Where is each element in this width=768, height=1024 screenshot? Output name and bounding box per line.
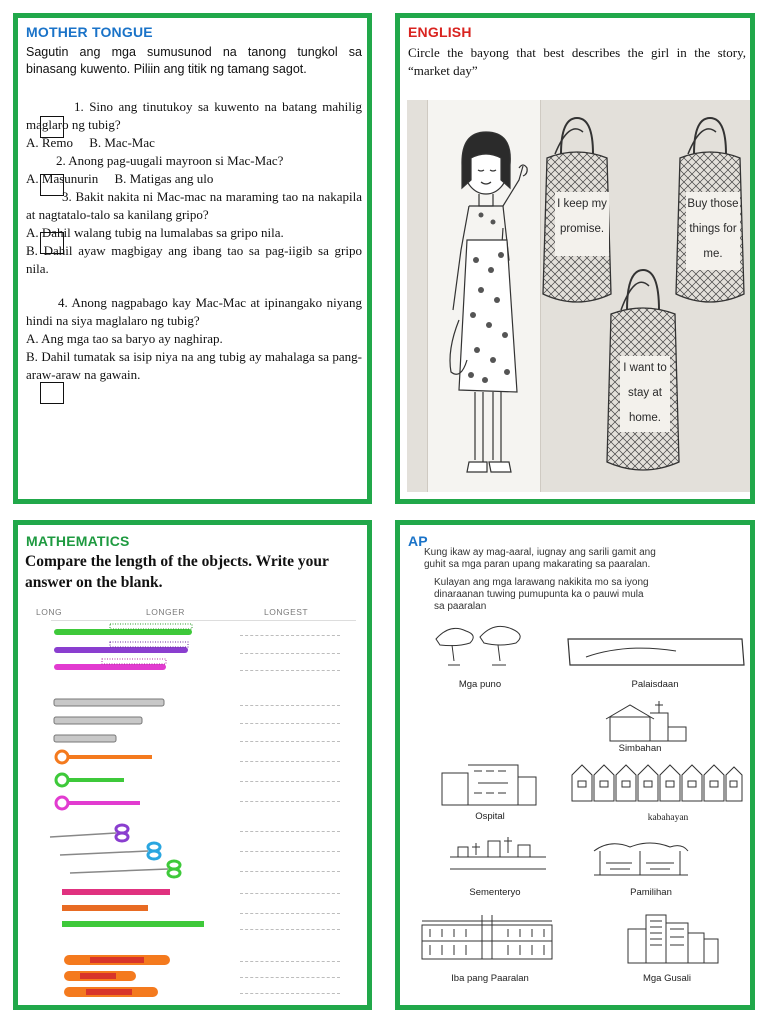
church-picture[interactable] bbox=[600, 697, 690, 743]
ap-item-8: Iba pang Paaralan bbox=[451, 973, 529, 984]
keys bbox=[56, 751, 152, 809]
ap-line-5: sa paaralan bbox=[434, 601, 487, 612]
ap-item-5: kabahayan bbox=[647, 813, 689, 823]
question-3-option-b: B. Dahil ayaw magbigay ang ibang tao sa pag-iigib sa gripo nila. bbox=[26, 243, 362, 276]
answer-blank[interactable] bbox=[240, 961, 340, 962]
ap-item-1: Mga puno bbox=[458, 679, 502, 690]
ap-line-3: Kulayan ang mga larawang nakikita mo sa iyong bbox=[434, 577, 649, 588]
answer-blank[interactable] bbox=[240, 851, 340, 852]
girl-illustration bbox=[431, 110, 541, 490]
bayong-2-label: Buy those things for me. bbox=[686, 192, 740, 270]
mother-tongue-intro: Sagutin ang mga sumusunod na tanong tungkol sa binasang kuwento. Piliin ang titik ng tamang sagot. bbox=[26, 45, 362, 76]
answer-blank[interactable] bbox=[240, 741, 340, 742]
ap-line-2: guhit sa mga paran upang makarating sa paaralan. bbox=[424, 559, 651, 570]
ap-item-7: Pamilihan bbox=[630, 887, 672, 898]
answer-blank[interactable] bbox=[240, 635, 340, 636]
answer-blank[interactable] bbox=[240, 993, 340, 994]
question-2-options: A. Masunurin B. Matigas ang ulo bbox=[26, 171, 214, 186]
question-4: 4. Anong nagpabago kay Mac-Mac at ipinangako niyang hindi na siya maglalaro ng tubig? bbox=[26, 295, 362, 328]
ap-heading: AP bbox=[408, 533, 428, 549]
question-4-option-a: A. Ang mga tao sa baryo ay naghirap. bbox=[26, 331, 223, 346]
scissors bbox=[50, 825, 180, 877]
answer-blank[interactable] bbox=[240, 653, 340, 654]
answer-blank[interactable] bbox=[240, 723, 340, 724]
fishpond-picture[interactable] bbox=[566, 631, 746, 671]
question-3: 3. Bakit nakita ni Mac-mac na maraming tao na nakapila at nagtatalo-talo sa kanilang gripo? bbox=[26, 189, 362, 222]
ap-item-6: Sementeryo bbox=[469, 887, 521, 898]
bayong-3-label: I want to stay at home. bbox=[620, 356, 670, 432]
erasers bbox=[64, 955, 170, 997]
answer-blank[interactable] bbox=[240, 801, 340, 802]
hospital-picture[interactable] bbox=[438, 759, 538, 809]
mother-tongue-heading: MOTHER TONGUE bbox=[26, 24, 153, 40]
ap-line-4: dinaraanan tuwing pumupunta ka o pauwi mula bbox=[434, 589, 644, 600]
mathematics-panel bbox=[13, 520, 372, 1010]
col-long: LONG bbox=[36, 607, 63, 617]
answer-blank[interactable] bbox=[240, 871, 340, 872]
answer-box-4[interactable] bbox=[40, 382, 64, 404]
ap-item-9: Mga Gusali bbox=[642, 973, 692, 984]
answer-blank[interactable] bbox=[240, 913, 340, 914]
houses-picture[interactable] bbox=[570, 761, 746, 805]
math-objects bbox=[40, 621, 240, 1001]
bayong-1-label: I keep my promise. bbox=[555, 192, 609, 256]
question-1: 1. Sino ang tinutukoy sa kuwento na batang mahilig maglaro ng tubig? bbox=[26, 99, 362, 132]
answer-blank[interactable] bbox=[240, 929, 340, 930]
school-picture[interactable] bbox=[420, 915, 554, 965]
ap-item-3: Simbahan bbox=[618, 743, 662, 754]
answer-blank[interactable] bbox=[240, 781, 340, 782]
question-4-option-b: B. Dahil tumatak sa isip niya na ang tubig ay mahalaga sa pang-araw-araw na gawain. bbox=[26, 349, 362, 382]
mathematics-heading: MATHEMATICS bbox=[26, 533, 130, 549]
col-longest: LONGEST bbox=[264, 607, 309, 617]
answer-blank[interactable] bbox=[240, 705, 340, 706]
cemetery-picture[interactable] bbox=[448, 833, 548, 873]
answer-blank[interactable] bbox=[240, 670, 340, 671]
ap-line-1: Kung ikaw ay mag-aaral, iugnay ang sarili gamit ang bbox=[424, 547, 656, 558]
ap-item-4: Ospital bbox=[475, 811, 505, 822]
ap-item-2: Palaisdaan bbox=[631, 679, 679, 690]
answer-blank[interactable] bbox=[240, 761, 340, 762]
answer-box-1[interactable] bbox=[40, 116, 64, 138]
pipes bbox=[54, 699, 164, 742]
question-2: 2. Anong pag-uugali mayroon si Mac-Mac? bbox=[56, 153, 284, 168]
question-1-options: A. Remo B. Mac-Mac bbox=[26, 135, 155, 150]
english-heading: ENGLISH bbox=[408, 24, 472, 40]
mother-tongue-panel bbox=[13, 13, 372, 504]
english-instruction: Circle the bayong that best describes the girl in the story, “market day” bbox=[408, 45, 746, 78]
buildings-picture[interactable] bbox=[624, 909, 720, 965]
market-picture[interactable] bbox=[590, 835, 690, 881]
ap-panel bbox=[395, 520, 755, 1010]
english-panel bbox=[395, 13, 755, 504]
col-longer: LONGER bbox=[146, 607, 185, 617]
rulers bbox=[62, 889, 204, 927]
question-3-option-a: A. Dahil walang tubig na lumalabas sa gripo nila. bbox=[26, 225, 284, 240]
answer-blank[interactable] bbox=[240, 977, 340, 978]
combs bbox=[54, 624, 192, 670]
trees-picture[interactable] bbox=[430, 621, 530, 671]
answer-box-3[interactable] bbox=[40, 232, 64, 254]
mathematics-instruction: Compare the length of the objects. Write your answer on the blank. bbox=[25, 553, 329, 591]
answer-blank[interactable] bbox=[240, 831, 340, 832]
english-picture bbox=[407, 100, 751, 492]
answer-blank[interactable] bbox=[240, 893, 340, 894]
